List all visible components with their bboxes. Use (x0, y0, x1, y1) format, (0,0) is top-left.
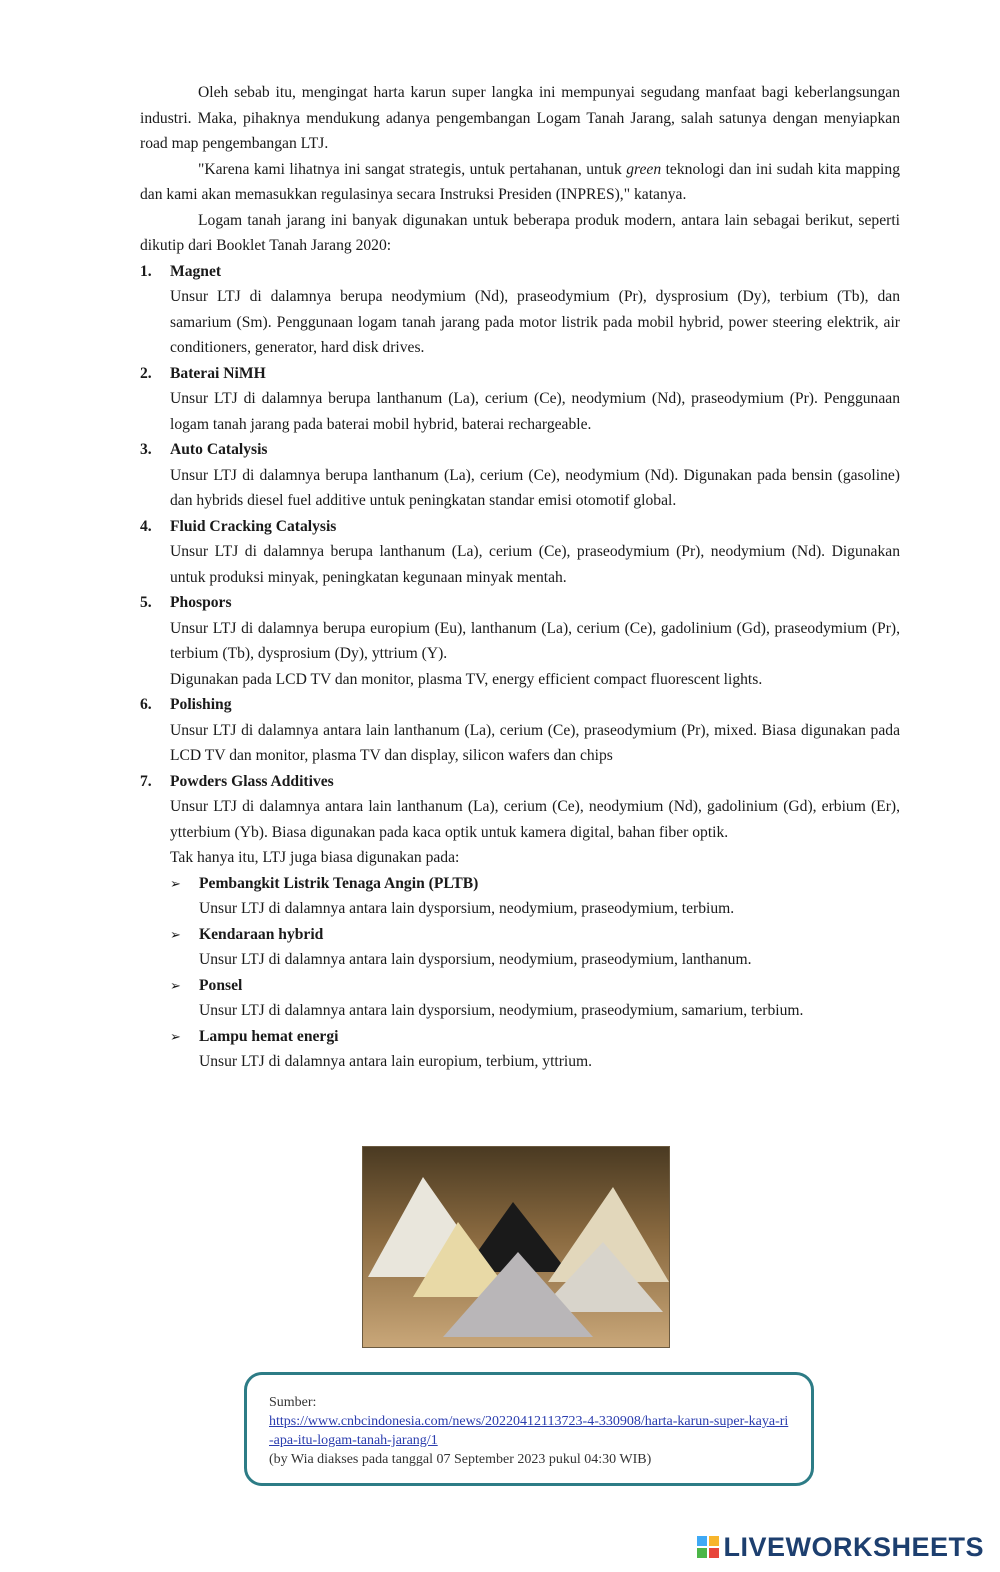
arrow-bullet-icon: ➢ (170, 875, 181, 891)
paragraph-quote: "Karena kami lihatnya ini sangat strategis, untuk pertahanan, untuk green teknologi dan ini sudah kita mapping dan kami akan memasukkan regulasinya secara Instruksi Presiden (INPRES)," katanya. (140, 160, 900, 203)
item-number: 7. (140, 772, 152, 790)
arrow-bullet-icon: ➢ (170, 926, 181, 942)
source-link[interactable]: https://www.cnbcindonesia.com/news/20220412113723-4-330908/harta-karun-super-kaya-ri-apa-itu-logam-tanah-jarang/1 (269, 1414, 789, 1448)
item-text: Unsur LTJ di dalamnya antara lain dysporsium, neodymium, praseodymium, samarium, terbium. (199, 1002, 804, 1019)
item-body (170, 718, 900, 769)
document-body (140, 80, 900, 1075)
item-title: Baterai NiMH (170, 364, 266, 382)
item-text: Unsur LTJ di dalamnya berupa lanthanum (La), cerium (Ce), neodymium (Nd). Digunakan pada bensin (gasoline) dan hybrids diesel fuel additive untuk peningkatan standar emisi otomotif global. (170, 466, 900, 509)
item-text: Unsur LTJ di dalamnya berupa lanthanum (La), cerium (Ce), praseodymium (Pr), neodymium (Nd). Digunakan untuk produksi minyak, peningkatan kegunaan minyak mentah. (170, 543, 900, 586)
item-body (170, 386, 900, 437)
list-item (140, 692, 900, 769)
rare-earth-powders-image (362, 1146, 670, 1348)
liveworksheets-icon (697, 1536, 719, 1558)
item-text: Digunakan pada LCD TV dan monitor, plasma TV, energy efficient compact fluorescent lights. (170, 670, 763, 688)
list-item (140, 590, 900, 692)
item-text: Unsur LTJ di dalamnya antara lain dysporsium, neodymium, praseodymium, lanthanum. (199, 951, 752, 968)
list-item (140, 769, 900, 871)
item-text: Unsur LTJ di dalamnya antara lain europium, terbium, yttrium. (199, 1053, 593, 1070)
list-item (140, 973, 900, 1024)
item-body (170, 794, 900, 871)
item-title: Kendaraan hybrid (199, 925, 324, 943)
item-title: Auto Catalysis (170, 441, 268, 458)
item-body (170, 616, 900, 693)
item-body (170, 463, 900, 514)
item-body (170, 539, 900, 590)
item-number: 2. (140, 364, 152, 382)
item-text: Tak hanya itu, LTJ juga biasa digunakan pada: (170, 849, 460, 866)
item-text: Unsur LTJ di dalamnya antara lain lanthanum (La), cerium (Ce), neodymium (Nd), gadolinium (Gd), erbium (Er), ytterbium (Yb). Biasa digunakan pada kaca optik untuk kamera digital, bahan fiber optik. (170, 798, 900, 841)
item-text: Unsur LTJ di dalamnya antara lain lanthanum (La), cerium (Ce), praseodymium (Pr), mixed. Biasa digunakan pada LCD TV dan monitor, plasma TV dan display, silicon wafers dan chips (170, 721, 900, 764)
brand-square-icon (697, 1536, 707, 1546)
paragraph-intro: Oleh sebab itu, mengingat harta karun super langka ini mempunyai segudang manfaat bagi keberlangsungan industri. Maka, pihaknya mendukung adanya pengembangan Logam Tanah Jarang, salah satunya dengan menyiapkan road map pengembangan LTJ. (140, 84, 900, 152)
item-text: Unsur LTJ di dalamnya antara lain dysporsium, neodymium, praseodymium, terbium. (199, 900, 735, 917)
liveworksheets-logo (697, 1532, 984, 1562)
brand-square-icon (709, 1548, 719, 1558)
item-text: Unsur LTJ di dalamnya berupa europium (Eu), lanthanum (La), cerium (Ce), gadolinium (Gd), praseodymium (Pr), terbium (Tb), dysprosium (Dy), yttrium (Y). (170, 619, 900, 662)
list-item (140, 437, 900, 514)
item-title: Ponsel (199, 976, 243, 994)
source-label: Sumber: (269, 1395, 317, 1410)
list-item (140, 922, 900, 973)
arrow-bullet-icon: ➢ (170, 977, 181, 993)
source-box (244, 1372, 814, 1486)
list-item (140, 361, 900, 438)
brand-name: LIVEWORKSHEETS (723, 1531, 984, 1562)
item-number: 5. (140, 594, 152, 611)
other-uses-list (140, 871, 900, 1075)
item-text: Unsur LTJ di dalamnya berupa lanthanum (La), cerium (Ce), neodymium (Nd), praseodymium (Pr). Penggunaan logam tanah jarang pada baterai mobil hybrid, baterai rechargeable. (170, 390, 900, 433)
list-item (140, 1024, 900, 1075)
arrow-bullet-icon: ➢ (170, 1028, 181, 1044)
item-title: Phospors (170, 594, 232, 611)
brand-square-icon (709, 1536, 719, 1546)
item-text: Unsur LTJ di dalamnya berupa neodymium (Nd), praseodymium (Pr), dysprosium (Dy), terbium (Tb), dan samarium (Sm). Penggunaan logam tanah jarang pada motor listrik pada mobil hybrid, power steering elektrik, air conditioners, generator, hard disk drives. (170, 288, 900, 356)
item-number: 6. (140, 696, 152, 713)
item-number: 3. (140, 441, 152, 458)
item-title: Lampu hemat energi (199, 1027, 339, 1045)
item-number: 4. (140, 517, 152, 535)
item-number: 1. (140, 262, 152, 280)
list-item (140, 259, 900, 361)
item-body (170, 284, 900, 361)
brand-square-icon (697, 1548, 707, 1558)
item-title: Powders Glass Additives (170, 772, 334, 790)
item-title: Fluid Cracking Catalysis (170, 517, 337, 535)
list-item (140, 514, 900, 591)
item-title: Magnet (170, 262, 222, 280)
product-list (140, 259, 900, 871)
item-title: Pembangkit Listrik Tenaga Angin (PLTB) (199, 874, 479, 892)
item-title: Polishing (170, 696, 232, 713)
list-item (140, 871, 900, 922)
paragraph-products: Logam tanah jarang ini banyak digunakan untuk beberapa produk modern, antara lain sebagai berikut, seperti dikutip dari Booklet Tanah Jarang 2020: (140, 211, 900, 254)
source-note: (by Wia diakses pada tanggal 07 September 2023 pukul 04:30 WIB) (269, 1452, 652, 1467)
